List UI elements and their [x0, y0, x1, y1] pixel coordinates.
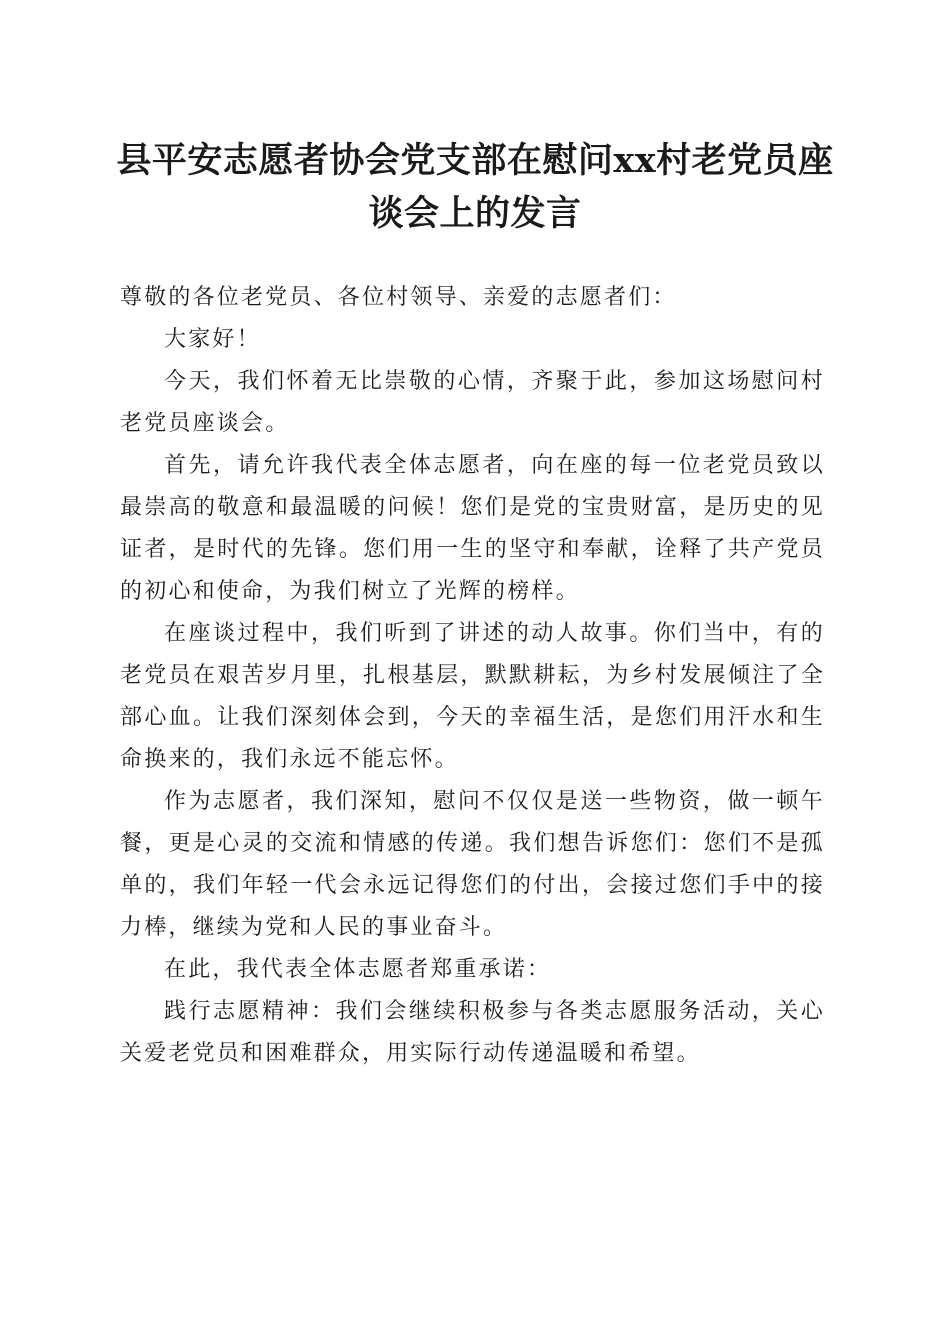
body-paragraph: 作为志愿者，我们深知，慰问不仅仅是送一些物资，做一顿午餐，更是心灵的交流和情感的传递。我们想告诉您们：您们不是孤单的，我们年轻一代会永远记得您们的付出，会接过您们手中的接力棒，继续为党和人民的事业奋斗。	[120, 789, 825, 940]
salutation-paragraph: 尊敬的各位老党员、各位村领导、亲爱的志愿者们：	[120, 285, 677, 310]
greeting-paragraph: 大家好！	[164, 327, 261, 352]
body-paragraph: 今天，我们怀着无比崇敬的心情，齐聚于此，参加这场慰问村老党员座谈会。	[120, 369, 825, 436]
body-paragraph: 在座谈过程中，我们听到了讲述的动人故事。你们当中，有的老党员在艰苦岁月里，扎根基层，默默耕耘，为乡村发展倾注了全部心血。让我们深刻体会到，今天的幸福生活，是您们用汗水和生命换来的，我们永远不能忘怀。	[120, 621, 825, 772]
body-paragraph: 践行志愿精神：我们会继续积极参与各类志愿服务活动，关心关爱老党员和困难群众，用实际行动传递温暖和希望。	[120, 999, 825, 1066]
body-paragraph: 在此，我代表全体志愿者郑重承诺：	[164, 957, 552, 982]
body-paragraph: 首先，请允许我代表全体志愿者，向在座的每一位老党员致以最崇高的敬意和最温暖的问候！您们是党的宝贵财富，是历史的见证者，是时代的先锋。您们用一生的坚守和奉献，诠释了共产党员的初心和使命，为我们树立了光辉的榜样。	[120, 453, 825, 604]
document-title: 县平安志愿者协会党支部在慰问xx村老党员座谈会上的发言	[116, 140, 834, 234]
document-body	[120, 277, 825, 1075]
